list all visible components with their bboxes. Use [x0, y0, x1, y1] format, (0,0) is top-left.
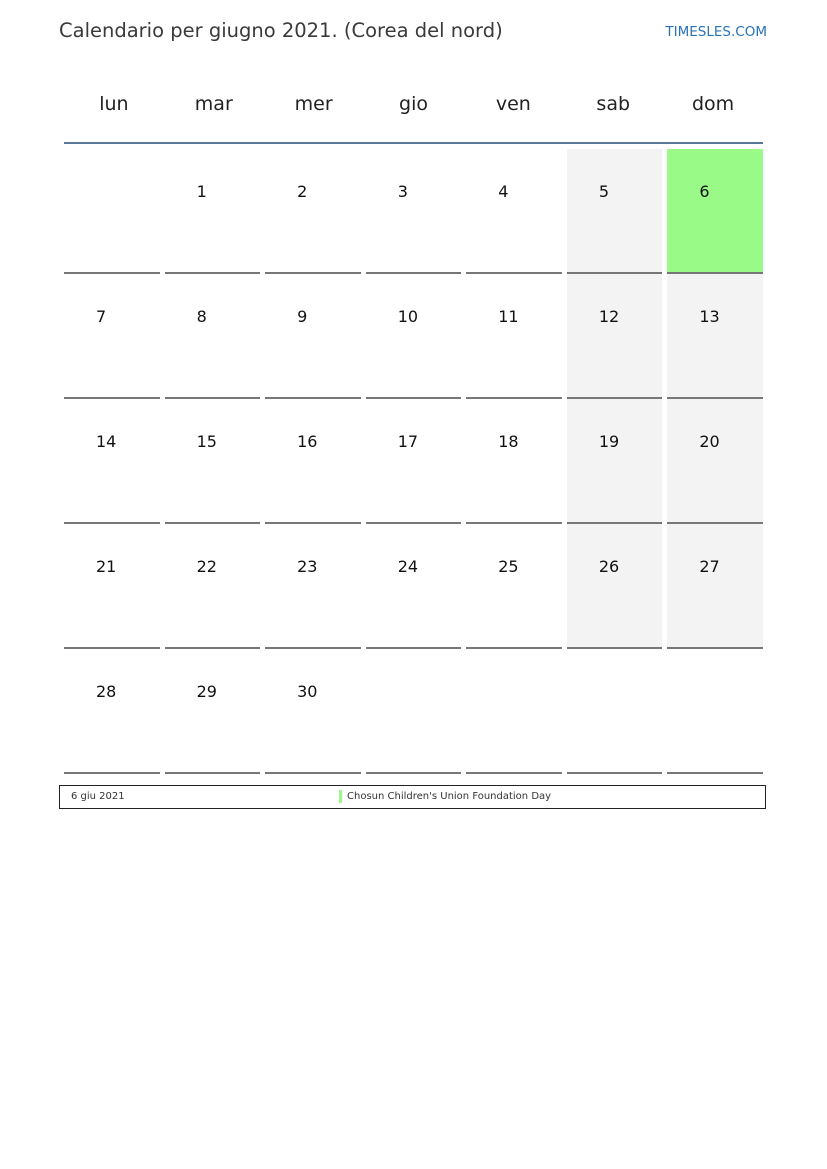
calendar-day-holiday[interactable]	[667, 149, 763, 274]
site-brand-link[interactable]: TIMESLES.COM	[665, 24, 767, 40]
calendar-day[interactable]	[366, 274, 462, 399]
calendar-day[interactable]	[667, 274, 763, 399]
weekday-header: dom	[691, 93, 735, 115]
day-number: 16	[297, 432, 318, 451]
day-number: 17	[397, 432, 419, 451]
calendar-grid	[64, 149, 763, 774]
weekday-header: sab	[596, 93, 631, 115]
day-number: 11	[498, 307, 519, 326]
calendar-day[interactable]	[165, 399, 261, 524]
day-number: 21	[96, 557, 117, 576]
calendar-day[interactable]	[667, 399, 763, 524]
day-number: 3	[397, 182, 408, 201]
calendar-day[interactable]	[165, 649, 261, 774]
day-number: 4	[498, 182, 509, 201]
day-number: 25	[498, 557, 519, 576]
calendar-day[interactable]	[64, 649, 160, 774]
legend-holiday-date: 6 giu 2021	[71, 791, 125, 802]
day-number: 6	[699, 182, 710, 201]
day-number: 12	[598, 307, 620, 326]
calendar-week-row	[64, 399, 763, 524]
day-number: 7	[96, 307, 107, 326]
calendar-day[interactable]	[366, 149, 462, 274]
calendar-day[interactable]	[64, 399, 160, 524]
calendar-day[interactable]	[265, 524, 361, 649]
calendar-day[interactable]	[265, 399, 361, 524]
calendar-day[interactable]	[165, 149, 261, 274]
calendar-day-empty	[64, 149, 160, 274]
calendar-week-row	[64, 524, 763, 649]
day-number: 10	[397, 307, 419, 326]
calendar-day-empty	[667, 649, 763, 774]
calendar-day[interactable]	[366, 524, 462, 649]
day-number: 14	[96, 432, 117, 451]
calendar-day-empty	[567, 649, 663, 774]
calendar-day[interactable]	[265, 649, 361, 774]
day-number: 1	[196, 182, 207, 201]
day-number: 24	[397, 557, 419, 576]
calendar-day[interactable]	[567, 149, 663, 274]
day-number: 20	[699, 432, 720, 451]
calendar	[64, 78, 763, 774]
day-number: 13	[699, 307, 720, 326]
weekday-header: mer	[294, 93, 333, 115]
page-title: Calendario per giugno 2021. (Corea del nord)	[59, 19, 503, 42]
calendar-day[interactable]	[567, 524, 663, 649]
calendar-day[interactable]	[64, 274, 160, 399]
day-number: 23	[297, 557, 318, 576]
calendar-day[interactable]	[466, 524, 562, 649]
calendar-day[interactable]	[165, 274, 261, 399]
day-number: 22	[196, 557, 217, 576]
calendar-day[interactable]	[265, 149, 361, 274]
day-number: 8	[196, 307, 207, 326]
calendar-day[interactable]	[567, 274, 663, 399]
calendar-day[interactable]	[165, 524, 261, 649]
day-number: 18	[498, 432, 519, 451]
legend-holiday-name: Chosun Children's Union Foundation Day	[347, 791, 552, 802]
day-number: 29	[196, 682, 217, 701]
calendar-day[interactable]	[567, 399, 663, 524]
day-number: 15	[196, 432, 217, 451]
calendar-day[interactable]	[265, 274, 361, 399]
holiday-color-marker	[339, 790, 342, 803]
day-number: 28	[96, 682, 117, 701]
weekday-header: gio	[399, 93, 428, 115]
calendar-week-row	[64, 649, 763, 774]
calendar-day[interactable]	[466, 399, 562, 524]
calendar-day[interactable]	[667, 524, 763, 649]
day-number: 26	[598, 557, 620, 576]
weekday-header: ven	[495, 93, 531, 115]
calendar-day[interactable]	[366, 399, 462, 524]
day-number: 30	[297, 682, 318, 701]
calendar-day-empty	[466, 649, 562, 774]
weekday-header-row	[64, 78, 763, 144]
calendar-day-empty	[366, 649, 462, 774]
weekday-header: mar	[194, 93, 233, 115]
weekday-header: lun	[99, 93, 129, 115]
day-number: 5	[598, 182, 609, 201]
day-number: 9	[297, 307, 308, 326]
day-number: 27	[699, 557, 720, 576]
calendar-week-row	[64, 274, 763, 399]
calendar-week-row	[64, 149, 763, 274]
holiday-legend	[59, 785, 766, 809]
day-number: 2	[297, 182, 308, 201]
calendar-day[interactable]	[466, 149, 562, 274]
day-number: 19	[598, 432, 620, 451]
calendar-day[interactable]	[466, 274, 562, 399]
calendar-day[interactable]	[64, 524, 160, 649]
